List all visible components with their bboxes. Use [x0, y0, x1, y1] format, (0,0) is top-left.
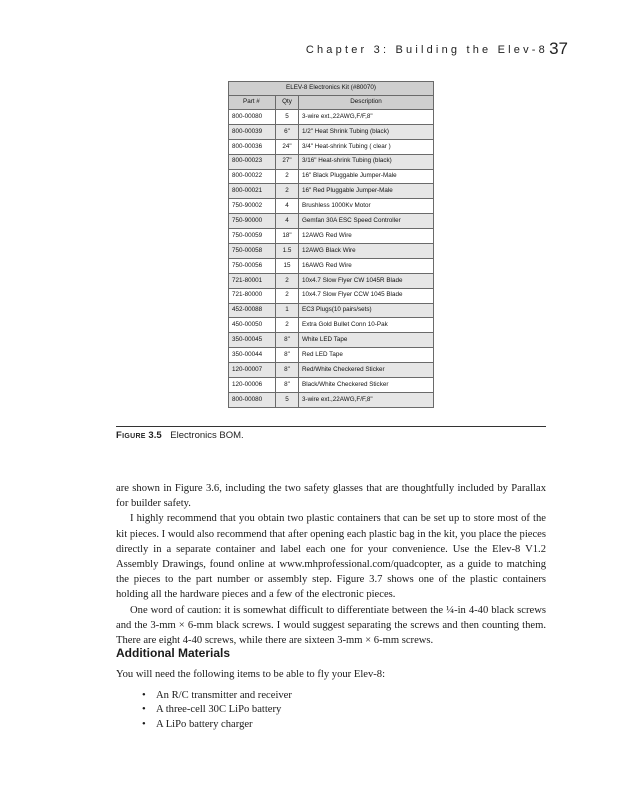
description-cell: Gemfan 30A ESC Speed Controller [299, 214, 434, 229]
table-row [229, 258, 434, 273]
description-cell: Red/White Checkered Sticker [299, 363, 434, 378]
part-number-cell: 750-00059 [229, 229, 276, 244]
description-cell: 3/4" Heat-shrink Tubing ( clear ) [299, 139, 434, 154]
description-cell: 10x4.7 Slow Flyer CCW 1045 Blade [299, 288, 434, 303]
description-cell: 3/16" Heat-shrink Tubing (black) [299, 154, 434, 169]
paragraph-3: One word of caution: it is somewhat difficult to differentiate between the ¼-in 4-40 black screws and the 3-mm × 6-mm black screws. I would suggest separating the screws and then counting them. There are eight 4-40 screws, while there are sixteen 3-mm × 6-mm screws. [116, 604, 546, 647]
list-item-text: A LiPo battery charger [156, 718, 253, 730]
qty-cell: 5 [276, 392, 299, 407]
table-row [229, 333, 434, 348]
description-cell: Black/White Checkered Sticker [299, 378, 434, 393]
qty-cell: 4 [276, 214, 299, 229]
description-cell: 10x4.7 Slow Flyer CW 1045R Blade [299, 273, 434, 288]
part-number-cell: 350-00045 [229, 333, 276, 348]
bom-title-row [229, 82, 434, 96]
table-row [229, 303, 434, 318]
qty-cell: 5 [276, 110, 299, 125]
part-number-cell: 800-00022 [229, 169, 276, 184]
bullet-icon: • [142, 704, 146, 716]
table-row [229, 363, 434, 378]
header-description: Description [299, 96, 434, 110]
qty-cell: 1 [276, 303, 299, 318]
paragraph-2: I highly recommend that you obtain two plastic containers that can be set up to store most of the kit pieces. I would also recommend that after opening each plastic bag in the kit, you place the pieces directly in a separate container and label each one for your convenience. Use the Elev-8 V1.2 Assembly Drawings, found online at www.mhprofessional.com/quadcopter, as a guide to matching the pieces to the part number or assembly step. Figure 3.7 shows one of the plastic containers holding all the hardware pieces and a few of the electronic pieces. [116, 513, 546, 601]
section-heading: Additional Materials [116, 646, 231, 660]
description-cell: Extra Gold Bullet Conn 10-Pak [299, 318, 434, 333]
part-number-cell: 750-90002 [229, 199, 276, 214]
table-row [229, 169, 434, 184]
description-cell: EC3 Plugs(10 pairs/sets) [299, 303, 434, 318]
part-number-cell: 750-00056 [229, 258, 276, 273]
bom-body [229, 110, 434, 408]
caption-rule [116, 426, 546, 427]
bullet-icon: • [142, 718, 146, 730]
part-number-cell: 120-00006 [229, 378, 276, 393]
part-number-cell: 721-80001 [229, 273, 276, 288]
caption-number: 3.5 [148, 430, 162, 441]
chapter-title: Chapter 3: Building the Elev-8 [305, 44, 548, 56]
list-item [142, 718, 292, 732]
bom-table [228, 81, 434, 408]
qty-cell: 8" [276, 378, 299, 393]
description-cell: Red LED Tape [299, 348, 434, 363]
qty-cell: 2 [276, 184, 299, 199]
qty-cell: 8" [276, 333, 299, 348]
list-item-text: A three-cell 30C LiPo battery [156, 704, 282, 716]
qty-cell: 6" [276, 124, 299, 139]
part-number-cell: 450-00050 [229, 318, 276, 333]
part-number-cell: 120-00007 [229, 363, 276, 378]
table-row [229, 154, 434, 169]
part-number-cell: 800-00080 [229, 110, 276, 125]
qty-cell: 8" [276, 348, 299, 363]
table-row [229, 139, 434, 154]
description-cell: 3-wire ext.,22AWG,F/F,8" [299, 110, 434, 125]
description-cell: 12AWG Red Wire [299, 229, 434, 244]
description-cell: 16AWG Red Wire [299, 258, 434, 273]
table-row [229, 378, 434, 393]
bullet-icon: • [142, 690, 146, 701]
description-cell: White LED Tape [299, 333, 434, 348]
qty-cell: 2 [276, 288, 299, 303]
part-number-cell: 800-00036 [229, 139, 276, 154]
description-cell: 3-wire ext.,22AWG,F/F,8" [299, 392, 434, 407]
qty-cell: 2 [276, 169, 299, 184]
body-text [116, 481, 546, 648]
paragraph-1: are shown in Figure 3.6, including the two safety glasses that are thoughtfully included by Parallax for builder safety. [116, 483, 546, 510]
part-number-cell: 750-00058 [229, 244, 276, 259]
description-cell: 16" Black Pluggable Jumper-Male [299, 169, 434, 184]
description-cell: 16" Red Pluggable Jumper-Male [299, 184, 434, 199]
header-part: Part # [229, 96, 276, 110]
caption-text: Electronics BOM. [170, 430, 244, 441]
qty-cell: 1.5 [276, 244, 299, 259]
bom-header-row [229, 96, 434, 110]
table-row [229, 318, 434, 333]
qty-cell: 24" [276, 139, 299, 154]
qty-cell: 15 [276, 258, 299, 273]
part-number-cell: 800-00021 [229, 184, 276, 199]
table-row [229, 348, 434, 363]
list-item-text: An R/C transmitter and receiver [156, 690, 292, 701]
qty-cell: 18" [276, 229, 299, 244]
qty-cell: 2 [276, 318, 299, 333]
table-row [229, 392, 434, 407]
table-row [229, 199, 434, 214]
qty-cell: 4 [276, 199, 299, 214]
qty-cell: 8" [276, 363, 299, 378]
qty-cell: 27" [276, 154, 299, 169]
table-row [229, 244, 434, 259]
table-row [229, 229, 434, 244]
table-row [229, 273, 434, 288]
part-number-cell: 800-00080 [229, 392, 276, 407]
section-intro: You will need the following items to be able to fly your Elev-8: [116, 669, 386, 680]
table-row [229, 124, 434, 139]
description-cell: 12AWG Black Wire [299, 244, 434, 259]
table-row [229, 214, 434, 229]
list-item [142, 689, 292, 703]
part-number-cell: 750-90000 [229, 214, 276, 229]
list-item [142, 703, 292, 717]
requirements-list [142, 689, 292, 732]
part-number-cell: 452-00088 [229, 303, 276, 318]
figure-caption [116, 430, 244, 441]
qty-cell: 2 [276, 273, 299, 288]
header-qty: Qty [276, 96, 299, 110]
table-row [229, 288, 434, 303]
running-head [0, 40, 634, 60]
part-number-cell: 721-80000 [229, 288, 276, 303]
table-row [229, 110, 434, 125]
caption-label: Figure [116, 430, 146, 441]
description-cell: Brushless 1000Kv Motor [299, 199, 434, 214]
part-number-cell: 350-00044 [229, 348, 276, 363]
part-number-cell: 800-00023 [229, 154, 276, 169]
description-cell: 1/2" Heat Shrink Tubing (black) [299, 124, 434, 139]
table-row [229, 184, 434, 199]
figure-bom [228, 81, 434, 408]
bom-table-title: ELEV-8 Electronics Kit (#80070) [229, 82, 434, 96]
page-number: 37 [549, 39, 568, 58]
part-number-cell: 800-00039 [229, 124, 276, 139]
